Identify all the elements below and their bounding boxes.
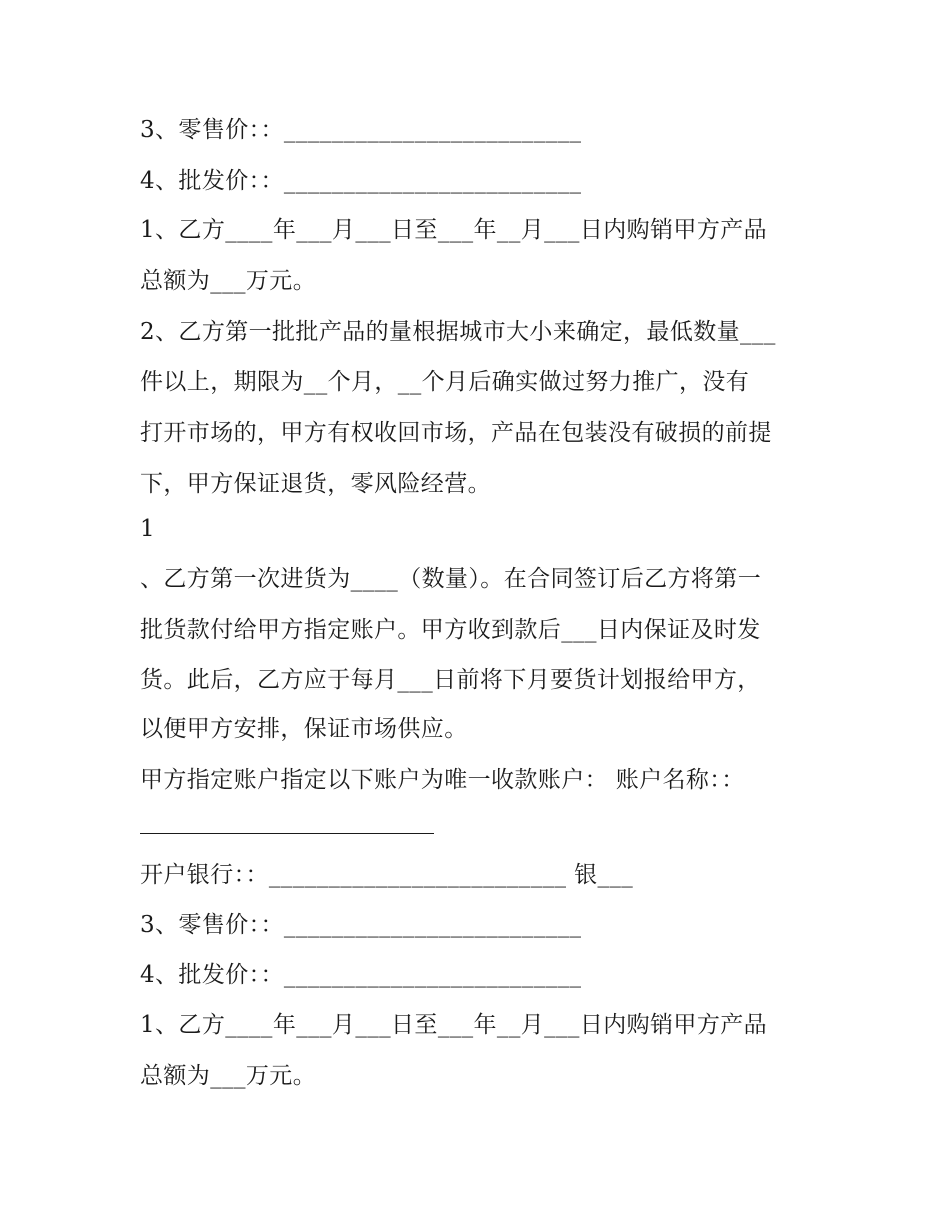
clause-2-line-4: 下，甲方保证退货，零风险经营。 [140,471,491,497]
clause-3-line-4: 以便甲方安排，保证市场供应。 [140,716,468,742]
clause-1-repeat-line-2: 总额为___万元。 [140,1063,317,1089]
account-name-blank [140,833,434,834]
clause-1-repeat-line-1: 1、乙方____年___月___日至___年__月___日内购销甲方产品 [140,1012,768,1038]
clause-1-line-2: 总额为___万元。 [140,268,317,294]
clause-3-line-2: 批货款付给甲方指定账户。甲方收到款后___日内保证及时发 [140,617,761,643]
wholesale-price-line-repeat: 4、批发价：：_________________________ [140,962,582,988]
wholesale-price-line: 4、批发价：：_________________________ [140,168,582,194]
bank-line: 开户银行：：_________________________ 银___ [140,862,634,888]
clause-3-line-1: 、乙方第一次进货为____（数量）。在合同签订后乙方将第一 [140,566,762,592]
retail-price-line: 3、零售价：：_________________________ [140,117,582,143]
clause-1-line-1: 1、乙方____年___月___日至___年__月___日内购销甲方产品 [140,217,768,243]
account-designation-line: 甲方指定账户指定以下账户为唯一收款账户： 账户名称：： [140,767,745,793]
retail-price-line-repeat: 3、零售价：：_________________________ [140,912,582,938]
clause-2-line-1: 2、乙方第一批批产品的量根据城市大小来确定，最低数量___ [140,319,776,345]
clause-2-line-3: 打开市场的，甲方有权收回市场，产品在包装没有破损的前提 [140,420,772,446]
clause-2-line-2: 件以上，期限为__个月，__个月后确实做过努力推广，没有 [140,369,750,395]
clause-3-line-3: 货。此后，乙方应于每月___日前将下月要货计划报给甲方， [140,667,761,693]
clause-number: 1 [140,516,156,542]
